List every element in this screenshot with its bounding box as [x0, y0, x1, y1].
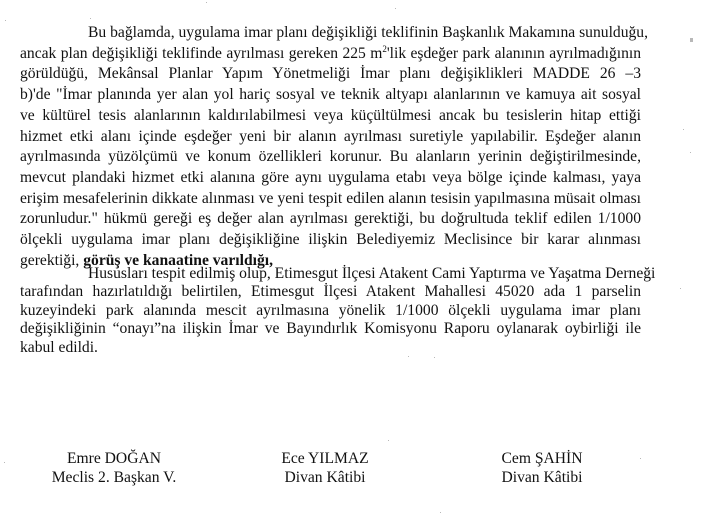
text-line — [20, 44, 641, 65]
text-line: tarafından hazırlatıldığı belirtilen, Etimesgut İlçesi Atakent Mahallesi 45020 ada 1 parselin — [20, 283, 641, 301]
paragraph-commission-findings — [20, 23, 648, 271]
text-fragment: 'lik eşdeğer park alanının ayrılmadığının — [386, 44, 642, 62]
text-line: kuzeyindeki park alanında mescit ayrılmasına yönelik 1/1000 ölçekli uygulama imar planı — [20, 301, 641, 319]
scan-speck — [434, 357, 435, 358]
text-fragment: gerektiği, — [20, 251, 84, 269]
text-line: ve kültürel tesis alanlarının kaldırılabilmesi veya küçültülmesi ancak bu tesislerin hitap ettiği — [20, 106, 641, 124]
scan-speck — [90, 18, 91, 19]
signatory-name: Cem ŞAHİN — [501, 450, 583, 467]
text-fragment: ancak plan değişikliği teklifinde ayrılması gereken 225 m — [20, 44, 383, 62]
bold-conclusion: görüş ve kanaatine varıldığı, — [83, 251, 273, 269]
text-line: görüldüğü, Mekânsal Planlar Yapım Yönetmeliği İmar planı değişiklikleri MADDE 26 –3 — [20, 65, 641, 83]
scan-speck — [690, 38, 693, 42]
scan-speck — [640, 458, 641, 459]
text-line: kabul edildi. — [20, 338, 98, 356]
signatory-title: Meclis 2. Başkan V. — [51, 468, 177, 486]
scan-speck — [5, 20, 6, 21]
scan-speck — [680, 288, 681, 289]
signature-block-clerk-2 — [442, 450, 642, 487]
superscript: 2 — [382, 43, 387, 54]
scan-speck — [395, 8, 396, 9]
text-line: ölçekli uygulama imar planı değişikliğine ilişkin Belediyemiz Meclisince bir karar alınması — [20, 231, 641, 249]
text-line: erişim mesafelerinin dikkate alınması ve yeni tespit edilen alanın tesisin yapılmasına müsait olması — [20, 189, 641, 207]
signatory-title: Divan Kâtibi — [501, 468, 583, 486]
text-line: değişikliğinin “onayı”na ilişkin İmar ve Bayındırlık Komisyonu Raporu oylanarak oybirliği ile — [20, 320, 641, 338]
scan-speck — [408, 356, 409, 357]
text-line: zorunludur." hükmü gereği eş değer alan ayrılması gerektiği, bu doğrultuda teklif edilen 1/1000 — [20, 210, 641, 228]
text-line: mevcut plandaki hizmet etki alanına göre aynı uygulama etabı veya bölge içinde kalması, yaya — [20, 168, 641, 186]
scan-speck — [440, 512, 441, 513]
scan-speck — [690, 152, 691, 153]
text-line: hizmet etki alanı içinde eşdeğer yeni bir alanın ayrılması suretiyle yapılabilir. Eşdeğer alanın — [20, 127, 641, 145]
text-line: Hususları tespit edilmiş olup, Etimesgut İlçesi Atakent Cami Yaptırma ve Yaşatma Derneği — [88, 265, 656, 282]
scan-speck — [388, 440, 389, 441]
text-line: b)'de "İmar planında yer alan yol hariç sosyal ve teknik altyapı alanlarının ve kamuya ait sosyal — [20, 86, 641, 104]
signature-block-clerk-1 — [225, 450, 425, 487]
text-line: Bu bağlamda, uygulama imar planı değişikliği teklifinin Başkanlık Makamına sunulduğu, — [88, 24, 648, 41]
scan-speck — [206, 2, 207, 3]
scan-speck — [683, 129, 684, 130]
signatory-name: Ece YILMAZ — [281, 450, 369, 467]
paragraph-decision — [20, 265, 656, 357]
signatory-name: Emre DOĞAN — [67, 450, 161, 467]
scan-speck — [4, 462, 5, 463]
signature-block-chair — [14, 450, 214, 487]
text-line: ayrılmasında yüzölçümü ve konum özellikleri korunur. Bu alanların yerinin değiştirilmesinde, — [20, 148, 641, 166]
signatory-title: Divan Kâtibi — [284, 468, 366, 486]
